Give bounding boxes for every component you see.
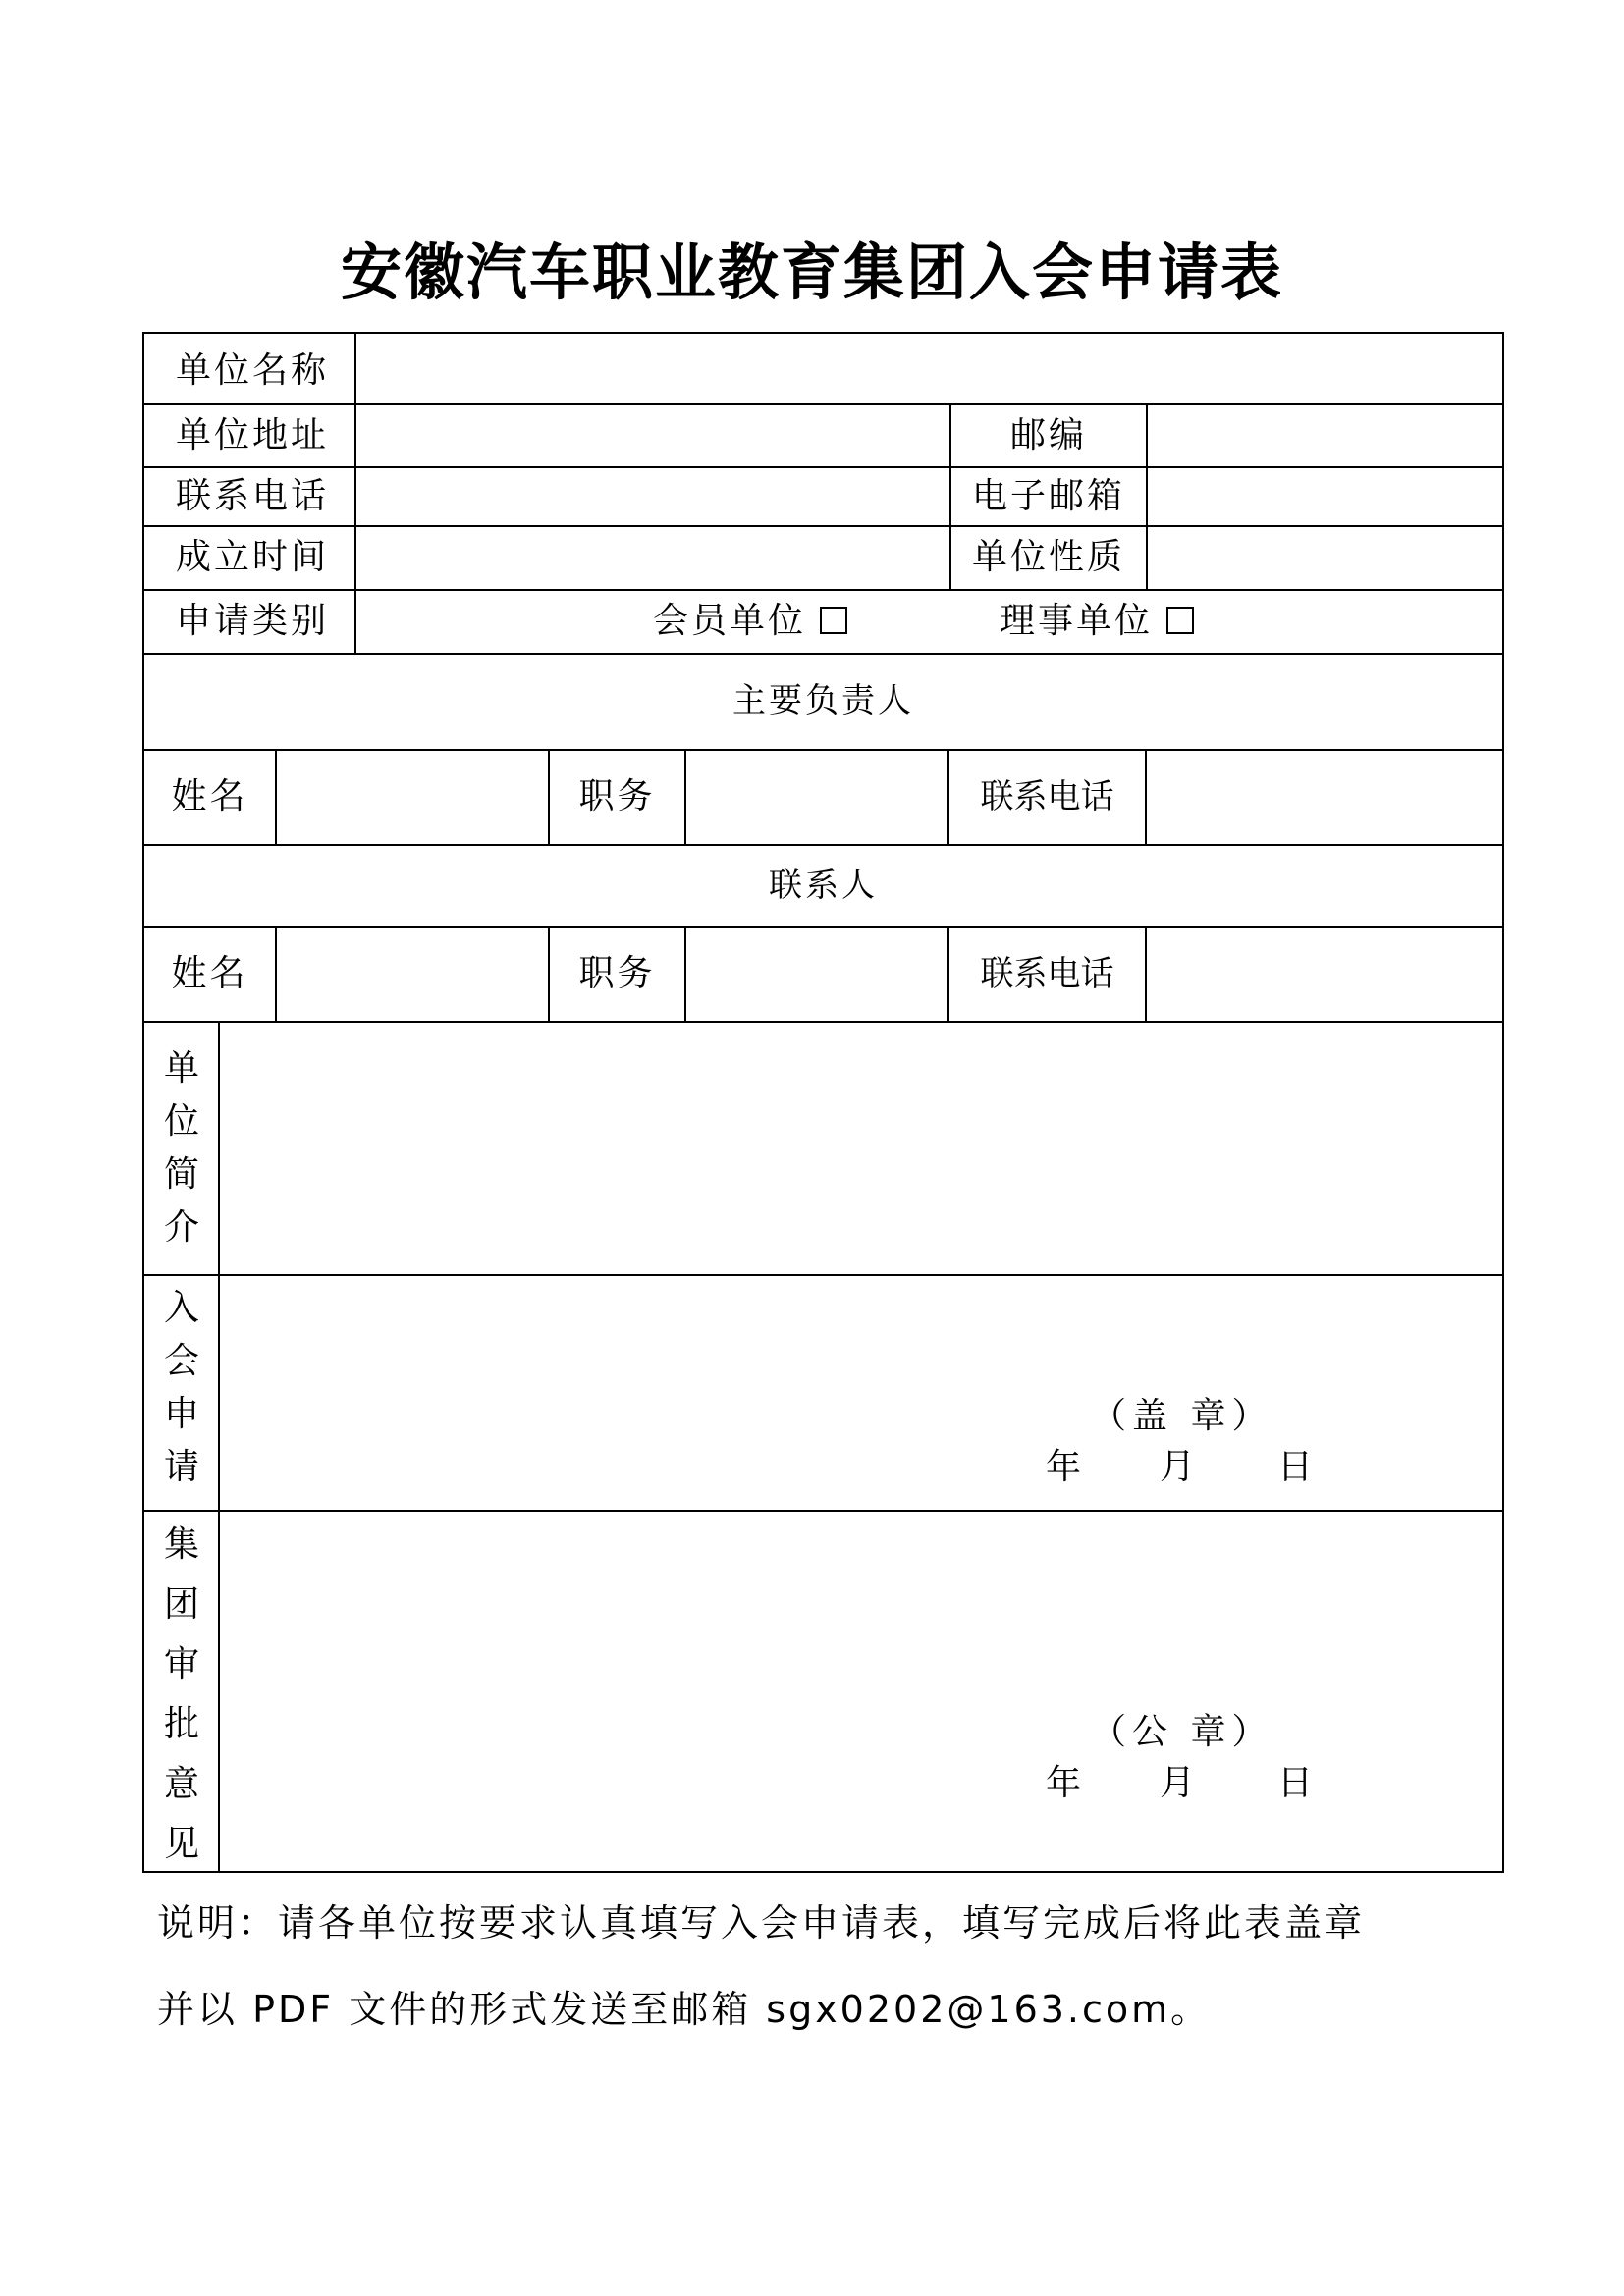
unit-address-field[interactable] <box>358 406 947 465</box>
approval-seal: （公 章） <box>1091 1712 1273 1752</box>
apply-label: 入 会 申 请 <box>163 1288 199 1487</box>
phone-field[interactable] <box>358 469 947 524</box>
unit-name-field[interactable] <box>358 336 1500 402</box>
apply-year: 年 <box>1046 1447 1085 1487</box>
approval-day: 日 <box>1277 1763 1317 1803</box>
contact-header: 联系人 <box>769 866 878 905</box>
contact-position-field[interactable] <box>688 930 946 1020</box>
label-unit-address: 单位地址 <box>176 415 330 455</box>
approval-month: 月 <box>1160 1763 1199 1803</box>
founded-field[interactable] <box>358 528 947 587</box>
intro-field[interactable] <box>222 1025 1500 1272</box>
form-title: 安徽汽车职业教育集团入会申请表 <box>340 237 1283 308</box>
leader-phone-label: 联系电话 <box>980 777 1114 817</box>
email-field[interactable] <box>1150 469 1501 524</box>
note-line-2: 并以 PDF 文件的形式发送至邮箱 sgx0202@163.com。 <box>157 1988 1212 2031</box>
leader-name-label: 姓名 <box>171 776 248 817</box>
label-phone: 联系电话 <box>176 476 330 516</box>
contact-name-field[interactable] <box>279 930 546 1020</box>
label-apply-type: 申请类别 <box>176 601 330 641</box>
approval-label: 集 团 审 批 意 见 <box>163 1524 199 1864</box>
checkbox-member-unit[interactable] <box>820 607 847 634</box>
option-director-unit-label: 理事单位 <box>1000 601 1154 641</box>
contact-phone-label: 联系电话 <box>980 954 1114 993</box>
intro-label: 单 位 简 介 <box>163 1048 199 1248</box>
apply-month: 月 <box>1160 1447 1199 1487</box>
leader-name-field[interactable] <box>279 753 546 843</box>
leader-phone-field[interactable] <box>1149 753 1500 843</box>
note-line-1: 说明：请各单位按要求认真填写入会申请表，填写完成后将此表盖章 <box>157 1901 1366 1945</box>
option-director-unit[interactable] <box>1000 602 1194 641</box>
option-member-unit[interactable] <box>653 602 847 641</box>
leader-position-field[interactable] <box>688 753 946 843</box>
unit-nature-field[interactable] <box>1150 528 1501 587</box>
contact-position-label: 职务 <box>578 953 656 993</box>
contact-name-label: 姓名 <box>171 953 248 993</box>
label-email: 电子邮箱 <box>971 476 1125 516</box>
application-form <box>142 332 1504 1873</box>
label-founded: 成立时间 <box>176 537 330 577</box>
approval-field[interactable] <box>222 1514 1500 1871</box>
apply-seal: （盖 章） <box>1091 1396 1273 1436</box>
contact-phone-field[interactable] <box>1149 930 1500 1020</box>
checkbox-director-unit[interactable] <box>1166 607 1194 634</box>
postcode-field[interactable] <box>1150 406 1501 465</box>
label-unit-name: 单位名称 <box>176 350 330 391</box>
approval-year: 年 <box>1046 1763 1085 1803</box>
apply-day: 日 <box>1277 1447 1317 1487</box>
option-member-unit-label: 会员单位 <box>653 601 807 641</box>
label-unit-nature: 单位性质 <box>971 537 1125 577</box>
label-postcode: 邮编 <box>1009 415 1087 455</box>
leader-header: 主要负责人 <box>732 681 914 721</box>
leader-position-label: 职务 <box>578 776 656 817</box>
